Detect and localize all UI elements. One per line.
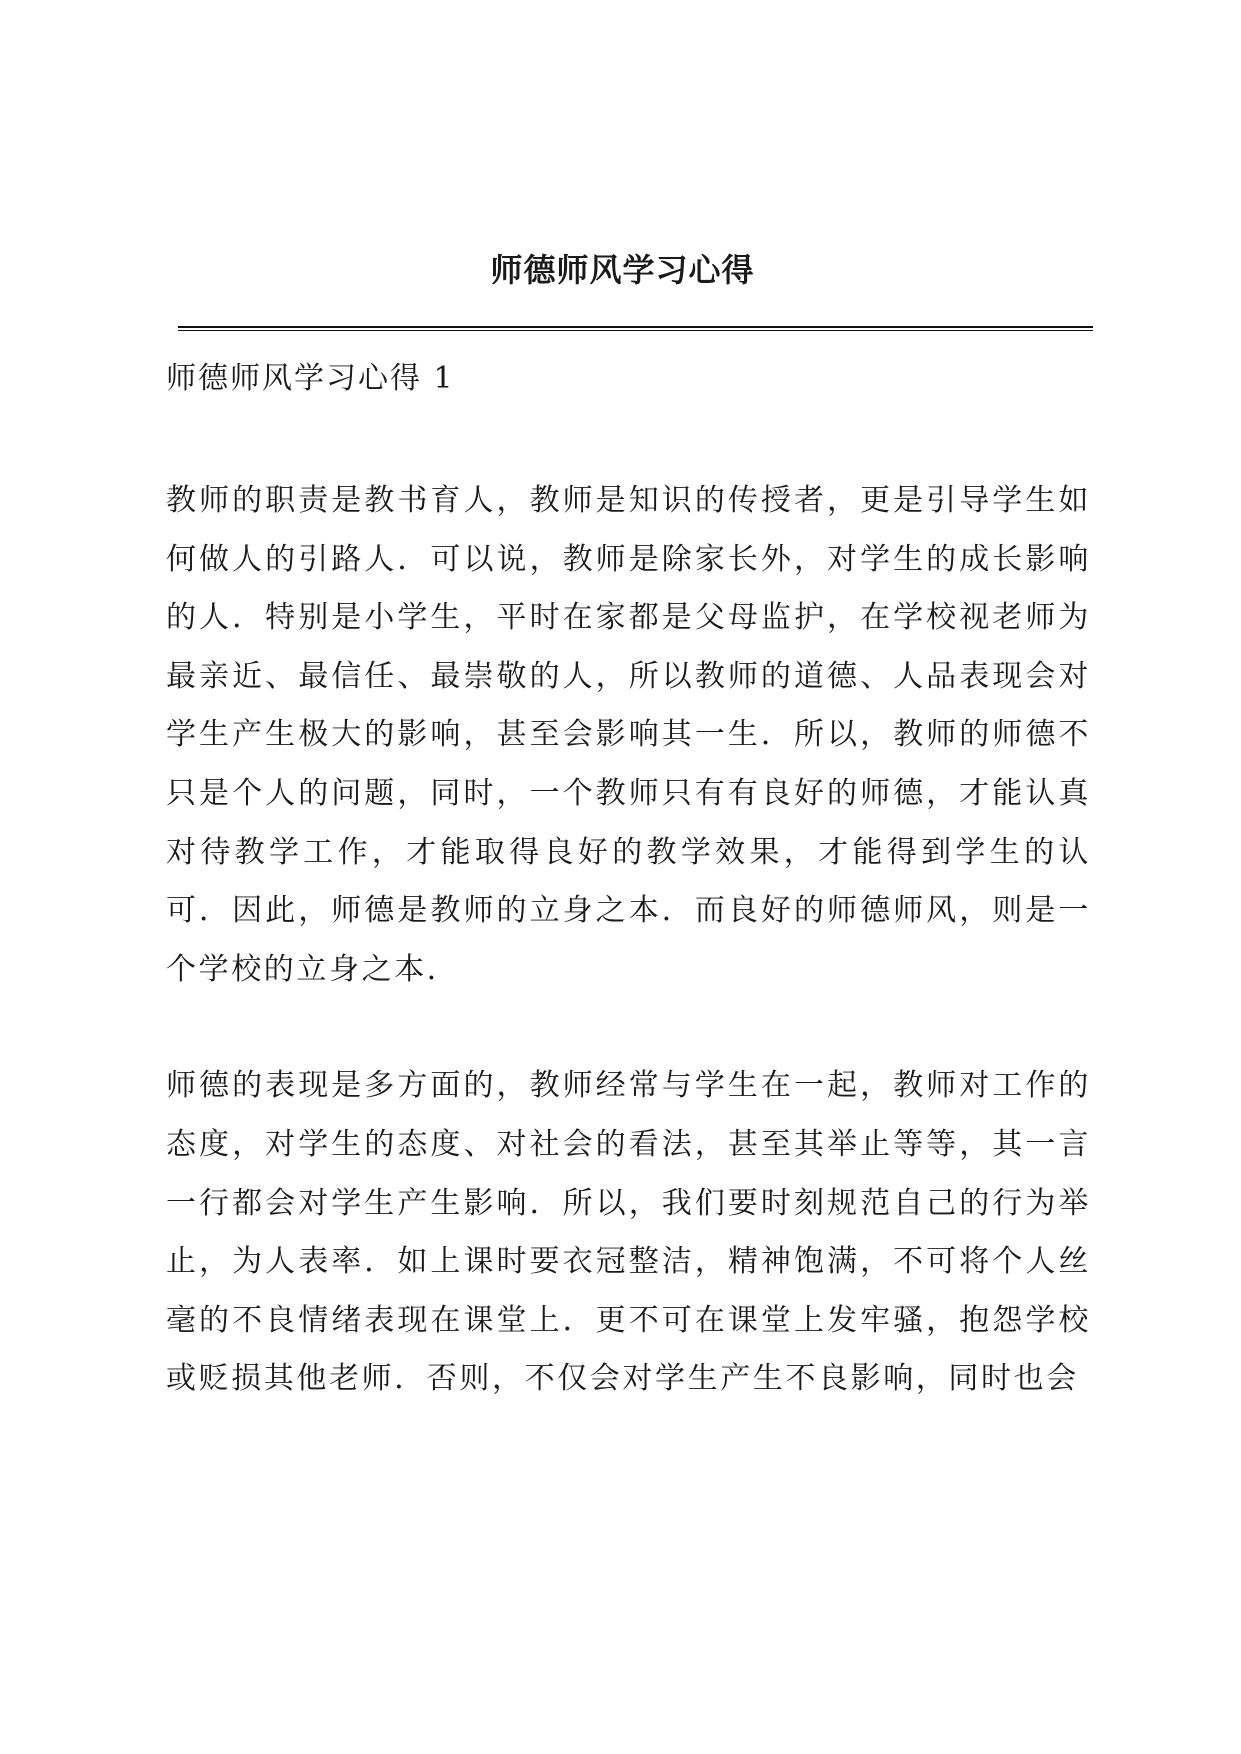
document-body — [166, 357, 1091, 1409]
paragraph-1: 教师的职责是教书育人，教师是知识的传授者，更是引导学生如何做人的引路人．可以说，教师是除家长外，对学生的成长影响的人．特别是小学生，平时在家都是父母监护，在学校视老师为最亲近、最信任、最崇敬的人，所以教师的道德、人品表现会对学生产生极大的影响，甚至会影响其一生．所以，教师的师德不只是个人的问题，同时，一个教师只有有良好的师德，才能认真对待教学工作，才能取得良好的教学效果，才能得到学生的认可．因此，师德是教师的立身之本．而良好的师德师风，则是一个学校的立身之本． — [166, 483, 1091, 987]
section-heading: 师德师风学习心得 1 — [166, 361, 455, 396]
document-title: 师德师风学习心得 — [490, 251, 755, 289]
paragraph-2: 师德的表现是多方面的，教师经常与学生在一起，教师对工作的态度，对学生的态度、对社会的看法，甚至其举止等等，其一言一行都会对学生产生影响．所以，我们要时刻规范自己的行为举止，为人表率．如上课时要衣冠整洁，精神饱满，不可将个人丝毫的不良情绪表现在课堂上．更不可在课堂上发牢骚，抱怨学校或贬损其他老师．否则，不仅会对学生产生不良影响，同时也会 — [166, 1068, 1091, 1397]
title-double-rule — [178, 326, 1093, 331]
